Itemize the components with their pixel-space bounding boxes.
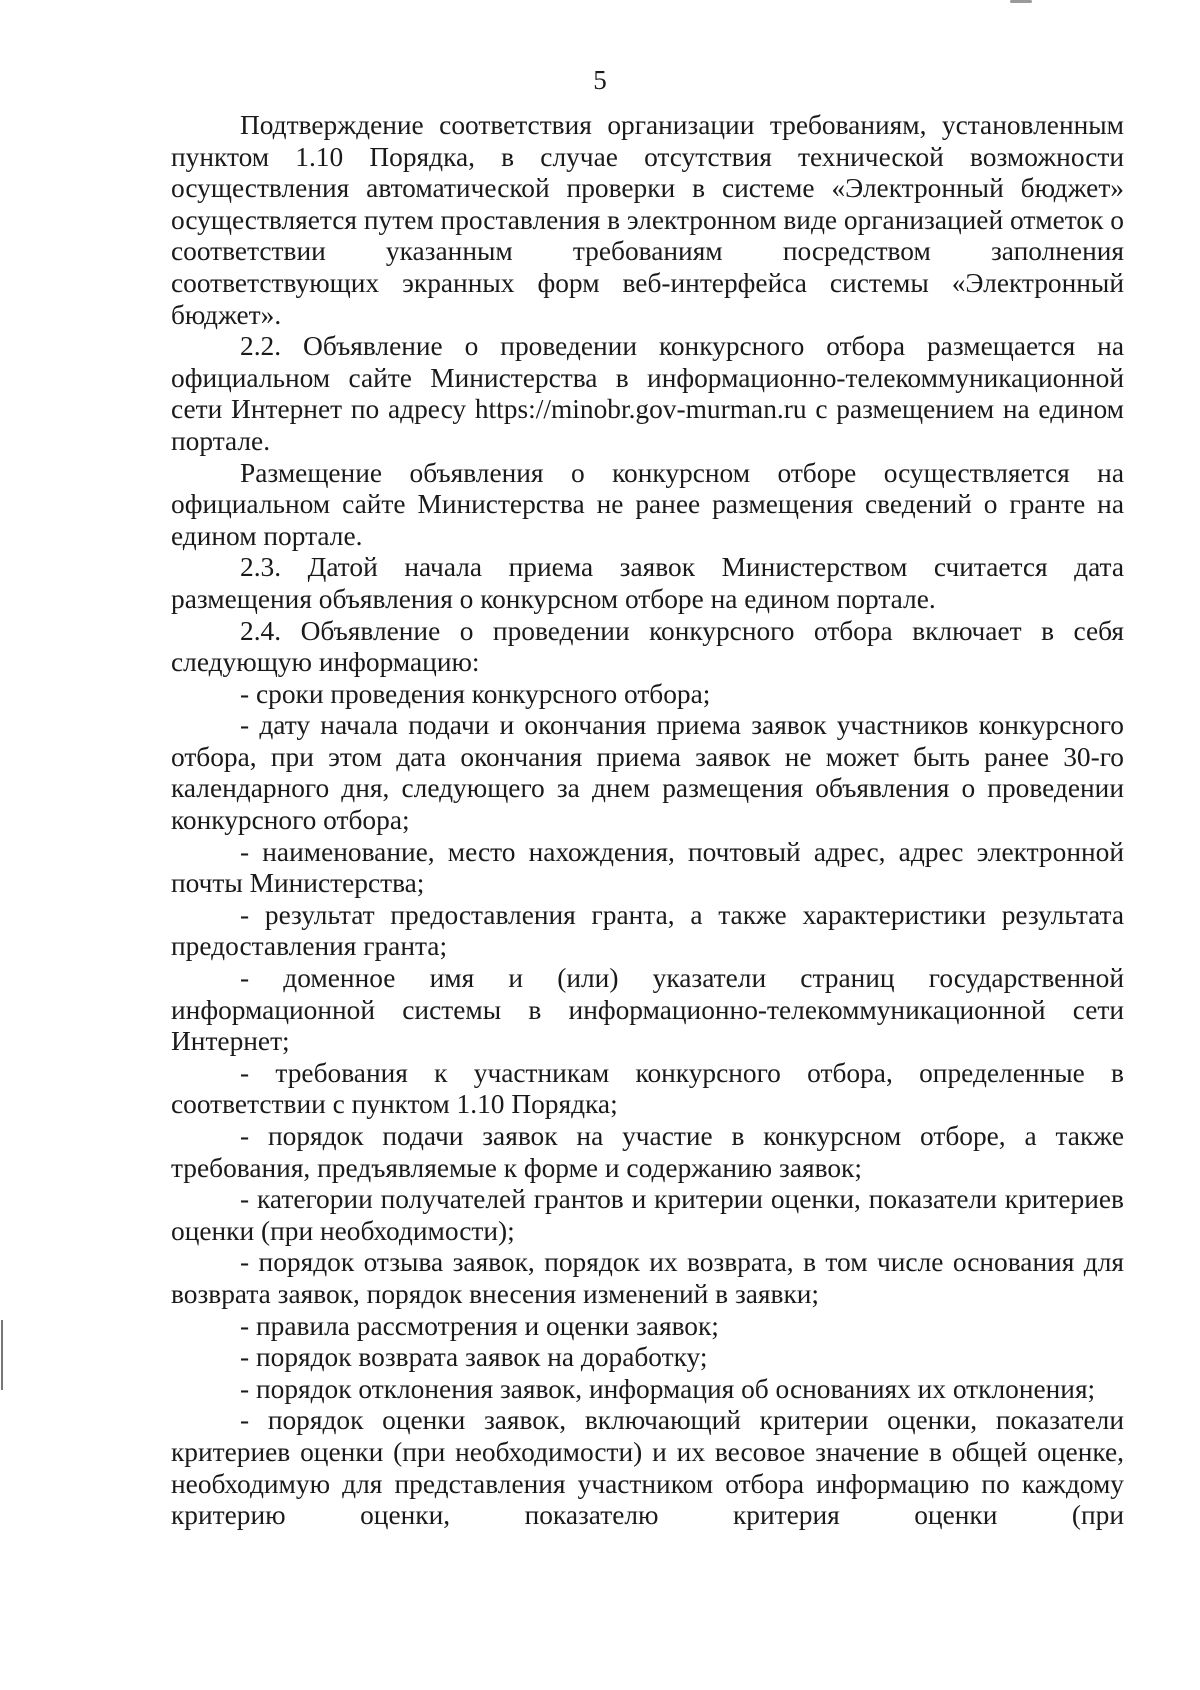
list-item: - порядок возврата заявок на доработку; xyxy=(240,1342,708,1373)
paragraph: 2.2. Объявление о проведении конкурсного отбора размещается на официальном сайте Министерства в информационно-телекоммуникационной сети Интернет по адресу https://minobr.gov-murman.ru с размещением на едином портале. xyxy=(171,331,1124,456)
list-item: - доменное имя и (или) указатели страниц государственной информационной системы в информационно-телекоммуникационной сети Интернет; xyxy=(171,963,1124,1057)
list-item: - порядок отклонения заявок, информация об основаниях их отклонения; xyxy=(240,1373,1096,1404)
scan-artifact xyxy=(1,1320,3,1390)
paragraph: Подтверждение соответствия организации требованиям, установленным пунктом 1.10 Порядка, в случае отсутствия технической возможности осуществления автоматической проверки в системе «Электронный бюджет» осуществляется путем проставления в электронном виде организацией отметок о соответствии указанным требованиям посредством заполнения соответствующих экранных форм веб-интерфейса системы «Электронный бюджет». xyxy=(171,110,1124,330)
scan-artifact xyxy=(1010,0,1032,3)
list-item: - порядок оценки заявок, включающий критерии оценки, показатели критериев оценки (при необходимости) и их весовое значение в общей оценке, необходимую для представления участником отбора информацию по каждому критерию оценки, показателю критерия оценки (при xyxy=(171,1405,1124,1531)
list-item: - порядок подачи заявок на участие в конкурсном отборе, а также требования, предъявляемые к форме и содержанию заявок; xyxy=(171,1121,1124,1183)
list-item: - дату начала подачи и окончания приема заявок участников конкурсного отбора, при этом дата окончания приема заявок не может быть ранее 30-го календарного дня, следующего за днем размещения объявления о проведении конкурсного отбора; xyxy=(171,710,1124,836)
paragraph: 2.4. Объявление о проведении конкурсного отбора включает в себя следующую информацию: xyxy=(171,615,1124,678)
list-item: - порядок отзыва заявок, порядок их возврата, в том числе основания для возврата заявок, порядок внесения изменений в заявки; xyxy=(171,1247,1124,1309)
list-item: - правила рассмотрения и оценки заявок; xyxy=(240,1310,719,1341)
list-item: - наименование, место нахождения, почтовый адрес, адрес электронной почты Министерства; xyxy=(171,836,1124,899)
list-item: - категории получателей грантов и критерии оценки, показатели критериев оценки (при необходимости); xyxy=(171,1184,1124,1246)
document-body xyxy=(171,110,1124,1532)
list-item: - результат предоставления гранта, а также характеристики результата предоставления гранта; xyxy=(171,899,1124,962)
paragraph: Размещение объявления о конкурсном отборе осуществляется на официальном сайте Министерства не ранее размещения сведений о гранте на едином портале. xyxy=(171,457,1124,551)
page-number: 5 xyxy=(593,65,607,95)
list-item: - сроки проведения конкурсного отбора; xyxy=(240,678,711,709)
paragraph: 2.3. Датой начала приема заявок Министерством считается дата размещения объявления о конкурсном отборе на едином портале. xyxy=(171,552,1124,614)
list-item: - требования к участникам конкурсного отбора, определенные в соответствии с пунктом 1.10 Порядка; xyxy=(171,1057,1124,1120)
